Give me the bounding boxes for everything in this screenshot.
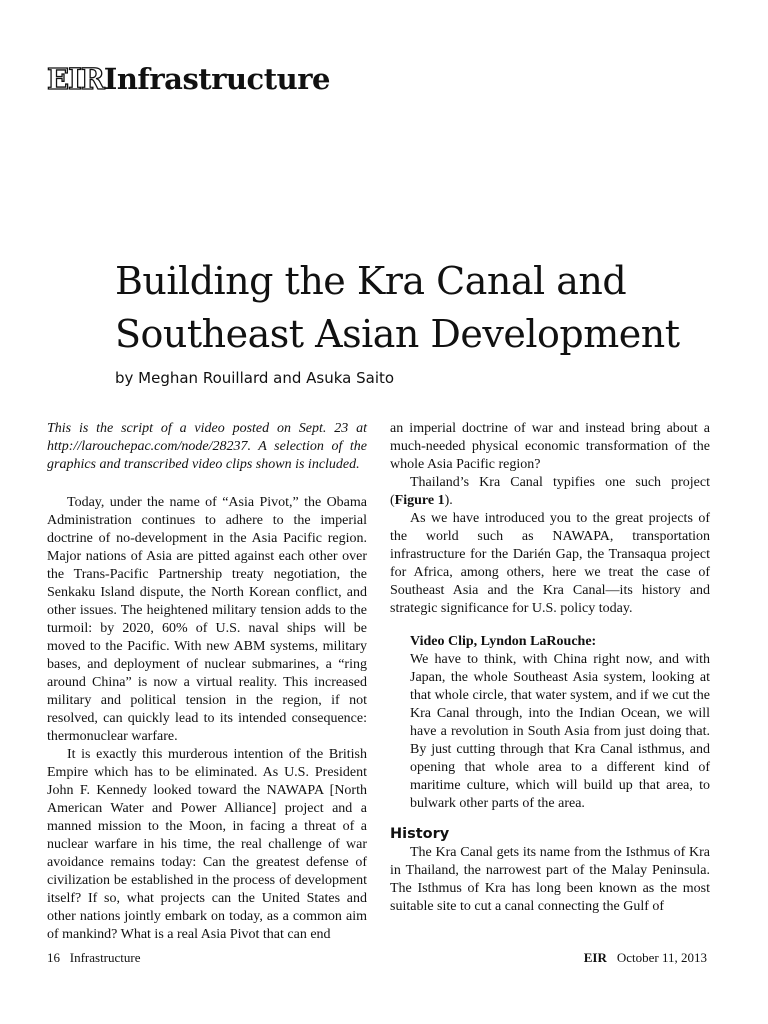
page-number: 16 bbox=[47, 950, 60, 965]
section-header bbox=[47, 62, 330, 96]
left-column bbox=[47, 420, 367, 944]
footer-date: October 11, 2013 bbox=[616, 950, 707, 965]
history-heading: History bbox=[390, 826, 450, 842]
footer-left bbox=[47, 950, 141, 966]
video-clip-text: We have to think, with China right now, and with Japan, the whole Southeast Asia system, looking at that whole circle, that water system, and if we cut the Kra Canal through, into the Indian Ocean, we will have a revolution in South Asia from just doing that. By just cutting through that Kra Canal isthmus, and opening that whole area to a different kind of maritime culture, which will build up that area, to bulwark other parts of the area. bbox=[410, 652, 710, 811]
body-paragraph: The Kra Canal gets its name from the Isthmus of Kra in Thailand, the narrowest part of the Malay Peninsula. The Isthmus of Kra has long been known as the most suitable site to cut a canal connecting the Gulf of bbox=[390, 845, 710, 914]
body-paragraph bbox=[390, 474, 710, 510]
body-paragraph: It is exactly this murderous intention of the British Empire which has to be eliminated. As U.S. President John F. Kennedy looked toward the NAWAPA [North American Water and Power Alliance] project and a manned mission to the Moon, in facing a threat of a nuclear warfare in his time, the real challenge of war avoidance remains today: Can the greatest defense of civilization be established in the process of development itself? If so, what projects can the United States and other nations jointly embark on today, as a common aim of mankind? What is a real Asia Pivot that can end bbox=[47, 747, 367, 942]
intro-note: This is the script of a video posted on Sept. 23 at http://larouchepac.com/node/28237. A selection of the graphics and transcribed video clips shown is included. bbox=[47, 421, 367, 472]
section-title: Infrastructure bbox=[103, 62, 330, 96]
eir-logo: EIR bbox=[47, 62, 104, 96]
body-paragraph: As we have introduced you to the great projects of the world such as NAWAPA, transportation infrastructure for the Darién Gap, the Transaqua project for Africa, among others, here we treat the case of Southeast Asia and the Kra Canal—its history and strategic significance for U.S. policy today. bbox=[390, 511, 710, 616]
title-line-2: Southeast Asian Development bbox=[115, 312, 680, 356]
body-paragraph: an imperial doctrine of war and instead bring about a much-needed physical economic transformation of the whole Asia Pacific region? bbox=[390, 421, 710, 472]
video-clip-block bbox=[410, 633, 710, 813]
footer-section: Infrastructure bbox=[69, 950, 141, 965]
title-line-1: Building the Kra Canal and bbox=[115, 259, 627, 303]
article-title bbox=[115, 255, 735, 361]
body-paragraph: Today, under the name of “Asia Pivot,” the Obama Administration continues to adhere to the imperial doctrine of no-development in the Asia Pacific region. Major nations of Asia are pitted against each other over the Trans-Pacific Partnership treaty negotiation, the Senkaku Island dispute, the North Korean conflict, and other issues. The heightened military tension adds to the turmoil: by 2020, 60% of U.S. naval ships will be moved to the Pacific. With new ABM systems, military bases, and deployment of nuclear submarines, a “ring around China” is now a virtual reality. This increased military and political tension in the region, if not resolved, can quickly lead to its intended consequence: thermonuclear warfare. bbox=[47, 495, 367, 744]
video-clip-heading: Video Clip, Lyndon LaRouche: bbox=[410, 634, 597, 649]
footer-right bbox=[584, 950, 707, 966]
right-column bbox=[390, 420, 710, 916]
byline: by Meghan Rouillard and Asuka Saito bbox=[115, 369, 395, 387]
footer-publication: EIR bbox=[583, 950, 607, 965]
figure-reference: Figure 1 bbox=[394, 493, 445, 508]
paragraph-text: Thailand’s Kra Canal typifies one such project ( bbox=[390, 475, 710, 508]
paragraph-text: ). bbox=[444, 493, 453, 508]
